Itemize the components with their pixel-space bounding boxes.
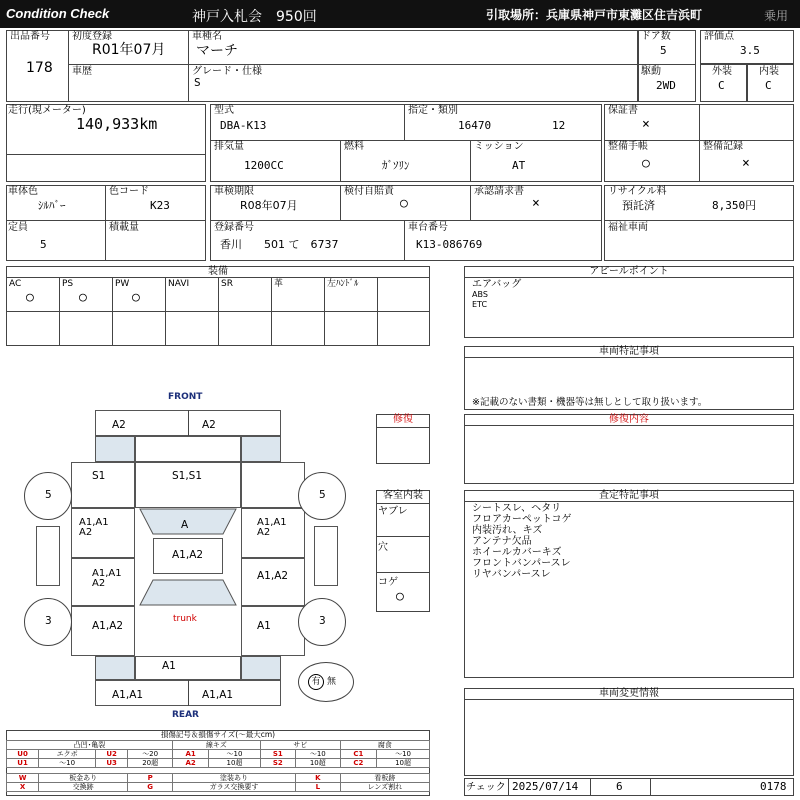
lot-label: 出品番号 (10, 31, 50, 42)
legend-group: 凸凹･亀裂 (7, 741, 173, 750)
appeal-item: ETC (472, 300, 488, 309)
fuel-label: 燃料 (344, 141, 364, 152)
legend-title: 損傷記号＆損傷サイズ(～最大cm) (160, 730, 276, 739)
legend-desc: ～10 (209, 750, 260, 759)
inspection-notes-list (472, 503, 572, 580)
legend-code: U0 (7, 750, 39, 759)
special-title: 車両特記事項 (464, 346, 794, 358)
interior-label: 内装 (759, 66, 779, 77)
change-info-box (464, 688, 794, 776)
plate-number: 香川 501 て 6737 (220, 238, 339, 251)
condition-check-title: Condition Check (6, 6, 110, 21)
approval-label: 承認請求書 (474, 186, 524, 197)
displacement-label: 排気量 (214, 141, 244, 152)
insurance-label: 検付自賠責 (344, 186, 394, 197)
load-label: 積載量 (109, 222, 139, 233)
tire-fr-value: 5 (319, 489, 326, 501)
legend-code: A2 (173, 759, 209, 768)
note-item: ホイールカバーキズ (472, 547, 562, 558)
rear-right-door (241, 558, 305, 606)
auction-name: 神戸入札会 950回 (192, 9, 317, 25)
change-info-title: 車両変更情報 (464, 688, 794, 700)
legend-group: 線キズ (173, 741, 261, 750)
left-mirror (36, 526, 60, 586)
legend-desc: ～20 (128, 750, 173, 759)
legend-code: U2 (96, 750, 128, 759)
legend-code: W (7, 774, 39, 783)
tire-rl-value: 3 (45, 615, 52, 627)
recycle-fee: 8,350円 (712, 199, 757, 212)
capacity: 5 (40, 238, 47, 251)
cabin-burn-value: ○ (396, 589, 404, 604)
name-label: 車種名 (192, 31, 222, 42)
legend-group: サビ (260, 741, 340, 750)
category: 12 (552, 119, 566, 132)
legend-code: U3 (96, 759, 128, 768)
note-item: フロアカーペットコゲ (472, 514, 572, 525)
legend-desc: 20超 (128, 759, 173, 768)
fuel: ｶﾞｿﾘﾝ (382, 159, 410, 172)
grade-label: グレード・仕様 (192, 66, 262, 77)
front-left-fender (71, 462, 135, 508)
zone-rr-door: A1,A2 (257, 570, 289, 582)
cabin-hole-label: 穴 (378, 542, 388, 553)
insurance: ○ (400, 196, 408, 211)
legend-table (6, 740, 430, 792)
exterior-grade: C (718, 79, 725, 92)
zone-rl-door: A1,A1 A2 (92, 568, 122, 589)
right-mirror (314, 526, 338, 586)
hood (135, 462, 241, 508)
drive: 2WD (656, 79, 676, 92)
cabin-burn-label: コゲ (378, 577, 398, 588)
appeal-item: ABS (472, 290, 488, 299)
chassis-number: K13-086769 (416, 238, 483, 251)
cabin-title: 客室内装 (376, 490, 430, 504)
chassis-label: 車台番号 (408, 222, 448, 233)
equipment-item-label: 革 (274, 279, 284, 289)
zone-rear-right: A1,A1 (202, 689, 234, 701)
equipment-item-label: PW (115, 279, 130, 289)
exterior-label: 外装 (712, 66, 732, 77)
legend-desc: エクボ (39, 750, 96, 759)
legend-desc: 10超 (295, 759, 340, 768)
color-label: 車体色 (8, 186, 38, 197)
note-item: シートスレ、ヘタリ (472, 503, 562, 514)
zone-front-right: A2 (202, 419, 216, 431)
plate-label: 登録番号 (214, 222, 254, 233)
spare-tire (298, 662, 354, 702)
header-bar (0, 0, 800, 28)
zone-windshield: A (181, 519, 189, 531)
lot-number: 178 (26, 60, 53, 76)
legend-code: G (128, 783, 173, 792)
manual-label: 整備手帳 (608, 141, 648, 152)
note-item: アンテナ欠品 (472, 536, 532, 547)
inspection-notes-title: 査定特記事項 (464, 490, 794, 502)
zone-rear-panel: A1 (162, 660, 176, 672)
mileage-label: 走行(現メーター) (8, 105, 86, 116)
equipment-item-label: NAVI (168, 279, 190, 289)
tire-fl-value: 5 (45, 489, 52, 501)
zone-fl-door: A1,A1 A2 (79, 517, 109, 538)
zone-front-left: A2 (112, 419, 126, 431)
designation-label: 指定・類別 (408, 105, 458, 116)
rear-label: REAR (172, 710, 199, 720)
warranty-label: 保証書 (608, 105, 638, 116)
repair-box-title: 修復 (376, 414, 430, 428)
legend-desc: ～10 (377, 750, 430, 759)
zone-fr-door: A1,A1 A2 (257, 517, 287, 538)
approval: × (532, 196, 540, 211)
color: ｼﾙﾊﾞｰ (38, 199, 66, 212)
recycle-status: 預託済 (622, 199, 655, 212)
legend-code: C2 (340, 759, 376, 768)
legend-desc: ～10 (39, 759, 96, 768)
legend-code: X (7, 783, 39, 792)
legend-desc: ガラス交換要す (173, 783, 296, 792)
manual: ○ (642, 156, 650, 171)
legend-code: U1 (7, 759, 39, 768)
color-code: K23 (150, 199, 170, 212)
model: DBA-K13 (220, 119, 267, 132)
check-label: チェック (466, 782, 506, 793)
legend-desc: レンズ割れ (340, 783, 429, 792)
front-label: FRONT (168, 392, 203, 402)
drive-label: 駆動 (641, 66, 661, 77)
note-item: 内装汚れ、キズ (472, 525, 543, 536)
legend-code: S2 (260, 759, 295, 768)
equipment-item-label: PS (62, 279, 74, 289)
recycle-label: リサイクル料 (608, 186, 667, 197)
model-label: 型式 (214, 105, 234, 116)
repair-detail-title: 修復内容 (464, 414, 794, 426)
pickup-location: 引取場所：兵庫県神戸市東灘区住吉浜町 (486, 8, 703, 22)
zone-roof: A1,A2 (172, 549, 204, 561)
equipment-item-value: ○ (79, 290, 87, 305)
legend-code: K (295, 774, 340, 783)
appeal-title: アピールポイント (464, 266, 794, 278)
equipment-title: 装備 (6, 266, 430, 278)
color-code-label: 色コード (109, 186, 149, 197)
legend-code: L (295, 783, 340, 792)
tire-rr-value: 3 (319, 615, 326, 627)
legend-desc: 板金あり (39, 774, 128, 783)
legend-desc: 10超 (377, 759, 430, 768)
legend-code: S1 (260, 750, 295, 759)
designation: 16470 (458, 119, 492, 132)
zone-hood: S1,S1 (172, 470, 203, 482)
equipment-item-label: AC (9, 279, 22, 289)
doors-label: ドア数 (641, 31, 671, 42)
equipment-item-value: ○ (26, 290, 34, 305)
legend-desc: 塗装あり (173, 774, 296, 783)
inspection-expiry: R08年07月 (240, 199, 298, 212)
history-label: 車歴 (72, 66, 92, 77)
inspection-label: 車検期限 (214, 186, 254, 197)
rear-right-fender (241, 606, 305, 656)
zone-rear-left: A1,A1 (112, 689, 144, 701)
displacement: 1200CC (244, 159, 284, 172)
capacity-label: 定員 (8, 222, 28, 233)
mileage: 140,933km (76, 115, 158, 133)
appeal-item: エアバッグ (472, 279, 522, 290)
score: 3.5 (740, 44, 760, 57)
interior-grade: C (765, 79, 772, 92)
equipment-item-value: ○ (132, 290, 140, 305)
score-label: 評価点 (704, 31, 734, 42)
check-lot: 0178 (760, 780, 787, 793)
zone-rr-fender: A1 (257, 620, 271, 632)
legend-desc: 看板跡 (340, 774, 429, 783)
note-item: フロントバンパースレ (472, 558, 571, 569)
legend-code: A1 (173, 750, 209, 759)
legend-code: P (128, 774, 173, 783)
record: × (742, 156, 750, 171)
trunk-label: trunk (173, 614, 197, 624)
check-date: 2025/07/14 (512, 780, 579, 793)
zone-fl-fender: S1 (92, 470, 106, 482)
welfare-label: 福祉車両 (608, 222, 648, 233)
check-number: 6 (616, 780, 623, 793)
first-reg: R01年07月 (92, 42, 166, 58)
spare-yes: 有 (308, 674, 324, 690)
rear-panel (135, 656, 241, 680)
equipment-item-label: 左ﾊﾝﾄﾞﾙ (327, 279, 359, 289)
note-item: リヤバンパースレ (472, 569, 551, 580)
legend-desc: ～10 (295, 750, 340, 759)
equipment-item-label: SR (221, 279, 233, 289)
car-name: マーチ (196, 43, 238, 59)
mission: AT (512, 159, 526, 172)
legend-desc: 10超 (209, 759, 260, 768)
vehicle-class: 乗用 (764, 9, 789, 23)
front-right-fender (241, 462, 305, 508)
cabin-tear-label: ヤブレ (378, 506, 408, 517)
mission-label: ミッション (474, 141, 524, 152)
legend-group: 腐食 (340, 741, 429, 750)
legend-code: C1 (340, 750, 376, 759)
zone-rl-fender: A1,A2 (92, 620, 124, 632)
doors: 5 (660, 44, 667, 57)
first-reg-label: 初度登録 (72, 31, 112, 42)
record-label: 整備記録 (703, 141, 743, 152)
special-note: ※記載のない書類・機器等は無しとして取り扱います。 (472, 397, 708, 408)
spare-no: 無 (327, 677, 337, 687)
legend-desc: 交換跡 (39, 783, 128, 792)
grade: S (194, 76, 201, 89)
warranty: × (642, 117, 650, 132)
